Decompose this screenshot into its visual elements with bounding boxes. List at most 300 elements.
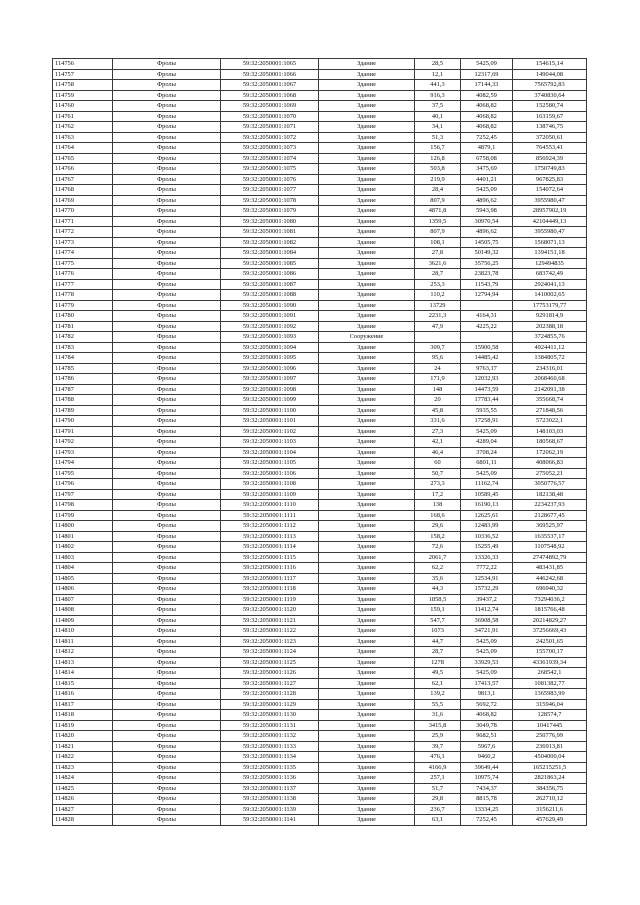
cadastral-value-cell: 967825,83 bbox=[513, 174, 587, 185]
cadastral-number-cell: 59:32:2050001:1135 bbox=[221, 762, 319, 773]
locality-cell: Фролы bbox=[113, 258, 221, 269]
locality-cell: Фролы bbox=[113, 69, 221, 80]
area-cell: 503,8 bbox=[415, 164, 461, 175]
locality-cell: Фролы bbox=[113, 122, 221, 133]
locality-cell: Фролы bbox=[113, 479, 221, 490]
cadastral-number-cell: 59:32:2050001:1072 bbox=[221, 132, 319, 143]
object-type-cell: Здание bbox=[319, 311, 415, 322]
area-cell: 62,2 bbox=[415, 563, 461, 574]
object-type-cell: Сооружение bbox=[319, 332, 415, 343]
unit-value-cell: 4401,21 bbox=[461, 174, 513, 185]
cadastral-value-cell: 20214829,27 bbox=[513, 615, 587, 626]
locality-cell: Фролы bbox=[113, 342, 221, 353]
object-type-cell: Здание bbox=[319, 689, 415, 700]
cadastral-value-cell: 4924411,12 bbox=[513, 342, 587, 353]
row-number-cell: 114760 bbox=[53, 101, 113, 112]
cadastral-value-cell: 172062,19 bbox=[513, 447, 587, 458]
row-number-cell: 114771 bbox=[53, 216, 113, 227]
locality-cell: Фролы bbox=[113, 153, 221, 164]
cadastral-value-cell: 236913,81 bbox=[513, 741, 587, 752]
cadastral-number-cell: 59:32:2050001:1118 bbox=[221, 584, 319, 595]
cadastral-number-cell: 59:32:2050001:1065 bbox=[221, 59, 319, 70]
unit-value-cell: 7434,37 bbox=[461, 783, 513, 794]
object-type-cell: Здание bbox=[319, 552, 415, 563]
area-cell: 63,1 bbox=[415, 815, 461, 826]
table-row bbox=[53, 552, 587, 563]
cadastral-value-cell: 9291814,9 bbox=[513, 311, 587, 322]
area-cell: 4871,8 bbox=[415, 206, 461, 217]
unit-value-cell: 12794,94 bbox=[461, 290, 513, 301]
row-number-cell: 114777 bbox=[53, 279, 113, 290]
locality-cell: Фролы bbox=[113, 143, 221, 154]
table-row bbox=[53, 720, 587, 731]
area-cell: 3415,8 bbox=[415, 720, 461, 731]
cadastral-number-cell: 59:32:2050001:1095 bbox=[221, 353, 319, 364]
row-number-cell: 114817 bbox=[53, 699, 113, 710]
cadastral-number-cell: 59:32:2050001:1088 bbox=[221, 290, 319, 301]
row-number-cell: 114792 bbox=[53, 437, 113, 448]
area-cell: 108,1 bbox=[415, 237, 461, 248]
cadastral-number-cell: 59:32:2050001:1090 bbox=[221, 300, 319, 311]
cadastral-number-cell: 59:32:2050001:1098 bbox=[221, 384, 319, 395]
area-cell: 13729 bbox=[415, 300, 461, 311]
cadastral-value-cell: 384356,75 bbox=[513, 783, 587, 794]
unit-value-cell: 12317,69 bbox=[461, 69, 513, 80]
cadastral-number-cell: 59:32:2050001:1084 bbox=[221, 248, 319, 259]
area-cell: 27,8 bbox=[415, 248, 461, 259]
object-type-cell: Здание bbox=[319, 111, 415, 122]
object-type-cell: Здание bbox=[319, 752, 415, 763]
cadastral-number-cell: 59:32:2050001:1139 bbox=[221, 804, 319, 815]
locality-cell: Фролы bbox=[113, 332, 221, 343]
unit-value-cell: 9763,17 bbox=[461, 363, 513, 374]
object-type-cell: Здание bbox=[319, 762, 415, 773]
cadastral-value-cell: 483431,85 bbox=[513, 563, 587, 574]
cadastral-value-cell: 2924041,13 bbox=[513, 279, 587, 290]
table-row bbox=[53, 605, 587, 616]
cadastral-number-cell: 59:32:2050001:1131 bbox=[221, 720, 319, 731]
table-row bbox=[53, 416, 587, 427]
object-type-cell: Здание bbox=[319, 584, 415, 595]
cadastral-value-cell: 242501,65 bbox=[513, 636, 587, 647]
area-cell: 807,9 bbox=[415, 195, 461, 206]
object-type-cell: Здание bbox=[319, 615, 415, 626]
cadastral-number-cell: 59:32:2050001:1077 bbox=[221, 185, 319, 196]
area-cell: 547,7 bbox=[415, 615, 461, 626]
row-number-cell: 114779 bbox=[53, 300, 113, 311]
row-number-cell: 114793 bbox=[53, 447, 113, 458]
unit-value-cell: 10589,45 bbox=[461, 489, 513, 500]
row-number-cell: 114823 bbox=[53, 762, 113, 773]
table-row bbox=[53, 384, 587, 395]
unit-value-cell: 9813,1 bbox=[461, 689, 513, 700]
area-cell: 441,3 bbox=[415, 80, 461, 91]
unit-value-cell: 17144,33 bbox=[461, 80, 513, 91]
locality-cell: Фролы bbox=[113, 426, 221, 437]
object-type-cell: Здание bbox=[319, 353, 415, 364]
cadastral-number-cell: 59:32:2050001:1100 bbox=[221, 405, 319, 416]
cadastral-value-cell: 43361939,34 bbox=[513, 657, 587, 668]
table-row bbox=[53, 195, 587, 206]
cadastral-number-cell: 59:32:2050001:1086 bbox=[221, 269, 319, 280]
unit-value-cell: 39649,44 bbox=[461, 762, 513, 773]
locality-cell: Фролы bbox=[113, 227, 221, 238]
row-number-cell: 114761 bbox=[53, 111, 113, 122]
locality-cell: Фролы bbox=[113, 269, 221, 280]
cadastral-value-cell: 457629,49 bbox=[513, 815, 587, 826]
area-cell: 28,4 bbox=[415, 185, 461, 196]
locality-cell: Фролы bbox=[113, 374, 221, 385]
cadastral-number-cell: 59:32:2050001:1136 bbox=[221, 773, 319, 784]
cadastral-value-cell: 446242,68 bbox=[513, 573, 587, 584]
cadastral-number-cell: 59:32:2050001:1127 bbox=[221, 678, 319, 689]
cadastral-number-cell: 59:32:2050001:1076 bbox=[221, 174, 319, 185]
cadastral-number-cell: 59:32:2050001:1069 bbox=[221, 101, 319, 112]
cadastral-number-cell: 59:32:2050001:1091 bbox=[221, 311, 319, 322]
row-number-cell: 114826 bbox=[53, 794, 113, 805]
object-type-cell: Здание bbox=[319, 573, 415, 584]
table-row bbox=[53, 185, 587, 196]
locality-cell: Фролы bbox=[113, 321, 221, 332]
area-cell: 273,3 bbox=[415, 479, 461, 490]
unit-value-cell: 4225,22 bbox=[461, 321, 513, 332]
cadastral-value-cell: 152580,74 bbox=[513, 101, 587, 112]
cadastral-value-cell: 129494835 bbox=[513, 258, 587, 269]
area-cell: 28,7 bbox=[415, 647, 461, 658]
row-number-cell: 114782 bbox=[53, 332, 113, 343]
object-type-cell: Здание bbox=[319, 374, 415, 385]
locality-cell: Фролы bbox=[113, 500, 221, 511]
table-row bbox=[53, 678, 587, 689]
cadastral-value-cell: 42104449,13 bbox=[513, 216, 587, 227]
table-row bbox=[53, 363, 587, 374]
area-cell: 62,1 bbox=[415, 678, 461, 689]
cadastral-number-cell: 59:32:2050001:1123 bbox=[221, 636, 319, 647]
object-type-cell: Здание bbox=[319, 80, 415, 91]
cadastral-number-cell: 59:32:2050001:1073 bbox=[221, 143, 319, 154]
object-type-cell: Здание bbox=[319, 164, 415, 175]
locality-cell: Фролы bbox=[113, 689, 221, 700]
unit-value-cell: 7252,45 bbox=[461, 815, 513, 826]
cadastral-number-cell: 59:32:2050001:1110 bbox=[221, 500, 319, 511]
area-cell: 44,7 bbox=[415, 636, 461, 647]
area-cell: 29,6 bbox=[415, 521, 461, 532]
cadastral-value-cell: 5723022,1 bbox=[513, 416, 587, 427]
object-type-cell: Здание bbox=[319, 647, 415, 658]
object-type-cell: Здание bbox=[319, 710, 415, 721]
table-row bbox=[53, 405, 587, 416]
locality-cell: Фролы bbox=[113, 174, 221, 185]
table-row bbox=[53, 762, 587, 773]
cadastral-number-cell: 59:32:2050001:1094 bbox=[221, 342, 319, 353]
table-row bbox=[53, 489, 587, 500]
cadastral-value-cell: 271848,56 bbox=[513, 405, 587, 416]
unit-value-cell: 35756,25 bbox=[461, 258, 513, 269]
object-type-cell: Здание bbox=[319, 458, 415, 469]
area-cell: 158,2 bbox=[415, 531, 461, 542]
cadastral-value-cell: 2234237,93 bbox=[513, 500, 587, 511]
object-type-cell: Здание bbox=[319, 447, 415, 458]
object-type-cell: Здание bbox=[319, 636, 415, 647]
area-cell: 4166,9 bbox=[415, 762, 461, 773]
unit-value-cell: 3049,78 bbox=[461, 720, 513, 731]
cadastral-number-cell: 59:32:2050001:1132 bbox=[221, 731, 319, 742]
unit-value-cell: 30970,54 bbox=[461, 216, 513, 227]
cadastral-value-cell: 372050,61 bbox=[513, 132, 587, 143]
object-type-cell: Здание bbox=[319, 258, 415, 269]
cadastral-number-cell: 59:32:2050001:1104 bbox=[221, 447, 319, 458]
locality-cell: Фролы bbox=[113, 573, 221, 584]
table-row bbox=[53, 626, 587, 637]
cadastral-number-cell: 59:32:2050001:1126 bbox=[221, 668, 319, 679]
area-cell: 1359,5 bbox=[415, 216, 461, 227]
row-number-cell: 114780 bbox=[53, 311, 113, 322]
row-number-cell: 114800 bbox=[53, 521, 113, 532]
cadastral-number-cell: 59:32:2050001:1112 bbox=[221, 521, 319, 532]
locality-cell: Фролы bbox=[113, 773, 221, 784]
table-row bbox=[53, 174, 587, 185]
table-row bbox=[53, 90, 587, 101]
area-cell: 28,5 bbox=[415, 59, 461, 70]
area-cell: 171,9 bbox=[415, 374, 461, 385]
area-cell: 49,5 bbox=[415, 668, 461, 679]
area-cell: 95,6 bbox=[415, 353, 461, 364]
row-number-cell: 114814 bbox=[53, 668, 113, 679]
unit-value-cell: 17783,44 bbox=[461, 395, 513, 406]
table-row bbox=[53, 794, 587, 805]
unit-value-cell: 5943,98 bbox=[461, 206, 513, 217]
cadastral-value-cell: 3740830,64 bbox=[513, 90, 587, 101]
area-cell: 3621,6 bbox=[415, 258, 461, 269]
cadastral-value-cell: 3955980,47 bbox=[513, 195, 587, 206]
cadastral-value-cell: 17753179,77 bbox=[513, 300, 587, 311]
object-type-cell: Здание bbox=[319, 783, 415, 794]
row-number-cell: 114821 bbox=[53, 741, 113, 752]
cadastral-number-cell: 59:32:2050001:1102 bbox=[221, 426, 319, 437]
cadastral-number-cell: 59:32:2050001:1138 bbox=[221, 794, 319, 805]
unit-value-cell: 5425,09 bbox=[461, 636, 513, 647]
area-cell: 916,3 bbox=[415, 90, 461, 101]
unit-value-cell: 4068,82 bbox=[461, 111, 513, 122]
locality-cell: Фролы bbox=[113, 699, 221, 710]
cadastral-number-cell: 59:32:2050001:1075 bbox=[221, 164, 319, 175]
cadastral-value-cell: 202388,18 bbox=[513, 321, 587, 332]
cadastral-value-cell: 355668,74 bbox=[513, 395, 587, 406]
unit-value-cell: 7772,22 bbox=[461, 563, 513, 574]
cadastral-value-cell: 27474892,79 bbox=[513, 552, 587, 563]
unit-value-cell: 13334,25 bbox=[461, 804, 513, 815]
cadastral-number-cell: 59:32:2050001:1121 bbox=[221, 615, 319, 626]
cadastral-value-cell: 683742,49 bbox=[513, 269, 587, 280]
area-cell: 1073 bbox=[415, 626, 461, 637]
table-row bbox=[53, 300, 587, 311]
area-cell: 47,9 bbox=[415, 321, 461, 332]
object-type-cell: Здание bbox=[319, 279, 415, 290]
row-number-cell: 114808 bbox=[53, 605, 113, 616]
cadastral-number-cell: 59:32:2050001:1081 bbox=[221, 227, 319, 238]
table-row bbox=[53, 815, 587, 826]
area-cell: 51,7 bbox=[415, 783, 461, 794]
object-type-cell: Здание bbox=[319, 510, 415, 521]
object-type-cell: Здание bbox=[319, 605, 415, 616]
table-row bbox=[53, 804, 587, 815]
table-row bbox=[53, 332, 587, 343]
area-cell: 2231,3 bbox=[415, 311, 461, 322]
area-cell: 37,5 bbox=[415, 101, 461, 112]
table-row bbox=[53, 479, 587, 490]
cadastral-value-cell: 315946,04 bbox=[513, 699, 587, 710]
cadastral-value-cell: 250776,99 bbox=[513, 731, 587, 742]
cadastral-number-cell: 59:32:2050001:1068 bbox=[221, 90, 319, 101]
cadastral-value-cell: 180568,67 bbox=[513, 437, 587, 448]
cadastral-value-cell: 856924,39 bbox=[513, 153, 587, 164]
table-row bbox=[53, 237, 587, 248]
area-cell: 1858,5 bbox=[415, 594, 461, 605]
row-number-cell: 114785 bbox=[53, 363, 113, 374]
cadastral-number-cell: 59:32:2050001:1129 bbox=[221, 699, 319, 710]
row-number-cell: 114797 bbox=[53, 489, 113, 500]
unit-value-cell bbox=[461, 300, 513, 311]
cadastral-number-cell: 59:32:2050001:1111 bbox=[221, 510, 319, 521]
locality-cell: Фролы bbox=[113, 458, 221, 469]
cadastral-value-cell: 764553,41 bbox=[513, 143, 587, 154]
cadastral-number-cell: 59:32:2050001:1134 bbox=[221, 752, 319, 763]
table-row bbox=[53, 731, 587, 742]
object-type-cell: Здание bbox=[319, 699, 415, 710]
locality-cell: Фролы bbox=[113, 237, 221, 248]
row-number-cell: 114825 bbox=[53, 783, 113, 794]
unit-value-cell: 14485,42 bbox=[461, 353, 513, 364]
row-number-cell: 114789 bbox=[53, 405, 113, 416]
locality-cell: Фролы bbox=[113, 815, 221, 826]
locality-cell: Фролы bbox=[113, 290, 221, 301]
row-number-cell: 114812 bbox=[53, 647, 113, 658]
cadastral-value-cell: 3955980,47 bbox=[513, 227, 587, 238]
unit-value-cell: 5935,55 bbox=[461, 405, 513, 416]
object-type-cell: Здание bbox=[319, 678, 415, 689]
row-number-cell: 114786 bbox=[53, 374, 113, 385]
unit-value-cell: 8815,78 bbox=[461, 794, 513, 805]
area-cell: 236,7 bbox=[415, 804, 461, 815]
cadastral-number-cell: 59:32:2050001:1130 bbox=[221, 710, 319, 721]
cadastral-value-cell: 138746,75 bbox=[513, 122, 587, 133]
table-row bbox=[53, 636, 587, 647]
unit-value-cell: 17413,57 bbox=[461, 678, 513, 689]
cadastral-number-cell: 59:32:2050001:1079 bbox=[221, 206, 319, 217]
cadastral-value-cell: 2142091,38 bbox=[513, 384, 587, 395]
area-cell: 25,9 bbox=[415, 731, 461, 742]
object-type-cell: Здание bbox=[319, 626, 415, 637]
unit-value-cell: 23823,78 bbox=[461, 269, 513, 280]
row-number-cell: 114810 bbox=[53, 626, 113, 637]
locality-cell: Фролы bbox=[113, 468, 221, 479]
locality-cell: Фролы bbox=[113, 447, 221, 458]
unit-value-cell: 9682,51 bbox=[461, 731, 513, 742]
unit-value-cell: 4896,62 bbox=[461, 195, 513, 206]
locality-cell: Фролы bbox=[113, 657, 221, 668]
locality-cell: Фролы bbox=[113, 626, 221, 637]
unit-value-cell: 5967,6 bbox=[461, 741, 513, 752]
locality-cell: Фролы bbox=[113, 195, 221, 206]
cadastral-number-cell: 59:32:2050001:1087 bbox=[221, 279, 319, 290]
row-number-cell: 114778 bbox=[53, 290, 113, 301]
cadastral-number-cell: 59:32:2050001:1092 bbox=[221, 321, 319, 332]
locality-cell: Фролы bbox=[113, 794, 221, 805]
area-cell: 159,1 bbox=[415, 605, 461, 616]
row-number-cell: 114801 bbox=[53, 531, 113, 542]
object-type-cell: Здание bbox=[319, 563, 415, 574]
object-type-cell: Здание bbox=[319, 416, 415, 427]
table-row bbox=[53, 647, 587, 658]
table-row bbox=[53, 741, 587, 752]
locality-cell: Фролы bbox=[113, 353, 221, 364]
table-row bbox=[53, 584, 587, 595]
row-number-cell: 114772 bbox=[53, 227, 113, 238]
area-cell: 45,8 bbox=[415, 405, 461, 416]
locality-cell: Фролы bbox=[113, 678, 221, 689]
table-row bbox=[53, 269, 587, 280]
table-row bbox=[53, 248, 587, 259]
unit-value-cell: 4068,82 bbox=[461, 710, 513, 721]
cadastral-number-cell: 59:32:2050001:1116 bbox=[221, 563, 319, 574]
table-row bbox=[53, 468, 587, 479]
area-cell: 35,6 bbox=[415, 573, 461, 584]
locality-cell: Фролы bbox=[113, 731, 221, 742]
row-number-cell: 114766 bbox=[53, 164, 113, 175]
cadastral-value-cell: 1815766,48 bbox=[513, 605, 587, 616]
cadastral-number-cell: 59:32:2050001:1125 bbox=[221, 657, 319, 668]
unit-value-cell: 5425,09 bbox=[461, 185, 513, 196]
cadastral-value-cell: 2821863,24 bbox=[513, 773, 587, 784]
object-type-cell: Здание bbox=[319, 174, 415, 185]
unit-value-cell: 33929,53 bbox=[461, 657, 513, 668]
cadastral-value-cell: 1750749,83 bbox=[513, 164, 587, 175]
table-row bbox=[53, 321, 587, 332]
area-cell: 126,8 bbox=[415, 153, 461, 164]
area-cell: 72,6 bbox=[415, 542, 461, 553]
cadastral-number-cell: 59:32:2050001:1101 bbox=[221, 416, 319, 427]
area-cell: 219,9 bbox=[415, 174, 461, 185]
cadastral-value-cell: 262710,12 bbox=[513, 794, 587, 805]
locality-cell: Фролы bbox=[113, 710, 221, 721]
cadastral-value-cell: 128574,7 bbox=[513, 710, 587, 721]
cadastral-number-cell: 59:32:2050001:1066 bbox=[221, 69, 319, 80]
row-number-cell: 114799 bbox=[53, 510, 113, 521]
object-type-cell: Здание bbox=[319, 90, 415, 101]
cadastral-number-cell: 59:32:2050001:1080 bbox=[221, 216, 319, 227]
row-number-cell: 114804 bbox=[53, 563, 113, 574]
object-type-cell: Здание bbox=[319, 657, 415, 668]
row-number-cell: 114776 bbox=[53, 269, 113, 280]
table-row bbox=[53, 258, 587, 269]
table-row bbox=[53, 773, 587, 784]
unit-value-cell: 12534,91 bbox=[461, 573, 513, 584]
object-type-cell: Здание bbox=[319, 237, 415, 248]
unit-value-cell bbox=[461, 332, 513, 343]
locality-cell: Фролы bbox=[113, 542, 221, 553]
area-cell: 28,7 bbox=[415, 269, 461, 280]
unit-value-cell: 5425,09 bbox=[461, 468, 513, 479]
cadastral-value-cell: 1384805,72 bbox=[513, 353, 587, 364]
unit-value-cell: 17258,91 bbox=[461, 416, 513, 427]
cadastral-number-cell: 59:32:2050001:1141 bbox=[221, 815, 319, 826]
area-cell: 257,1 bbox=[415, 773, 461, 784]
row-number-cell: 114791 bbox=[53, 426, 113, 437]
area-cell: 44,3 bbox=[415, 584, 461, 595]
area-cell: 31,6 bbox=[415, 710, 461, 721]
area-cell: 110,2 bbox=[415, 290, 461, 301]
area-cell: 807,9 bbox=[415, 227, 461, 238]
